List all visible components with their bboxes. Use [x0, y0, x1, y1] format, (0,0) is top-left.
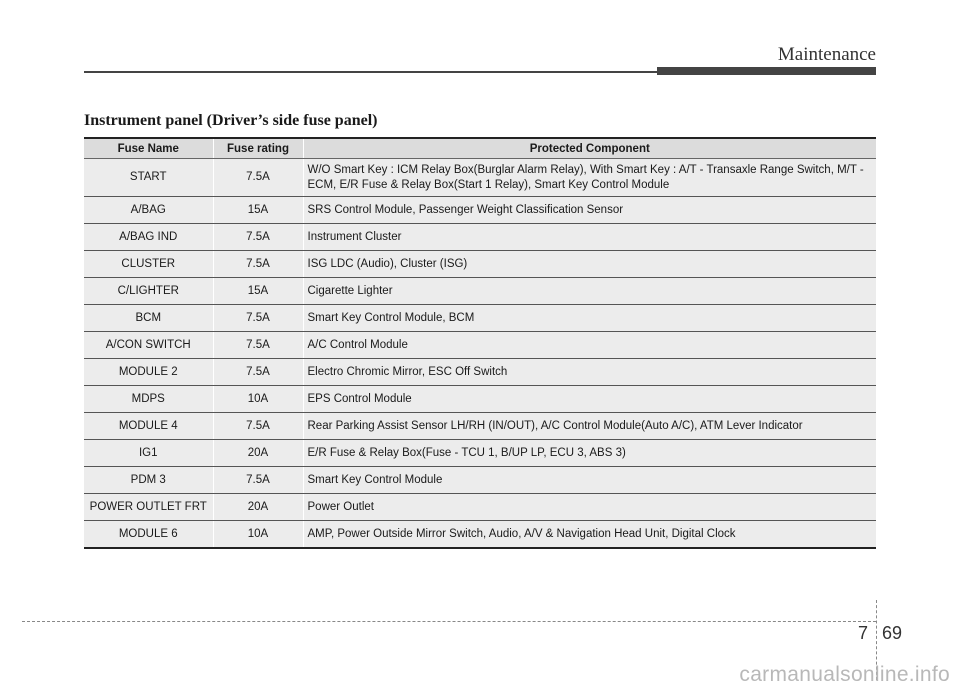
cell-protected-component: Rear Parking Assist Sensor LH/RH (IN/OUT), A/C Control Module(Auto A/C), ATM Lever Indicator	[303, 413, 876, 440]
cell-fuse-rating: 7.5A	[213, 359, 303, 386]
cell-protected-component: A/C Control Module	[303, 332, 876, 359]
cell-protected-component: W/O Smart Key : ICM Relay Box(Burglar Alarm Relay), With Smart Key : A/T - Transaxle Range Switch, M/T - ECM, E/R Fuse & Relay Box(Start 1 Relay), Smart Key Control Module	[303, 159, 876, 197]
table-row	[84, 440, 876, 467]
cell-fuse-rating: 10A	[213, 386, 303, 413]
cell-fuse-rating: 7.5A	[213, 332, 303, 359]
cell-protected-component: E/R Fuse & Relay Box(Fuse - TCU 1, B/UP LP, ECU 3, ABS 3)	[303, 440, 876, 467]
section-title: Maintenance	[777, 44, 876, 65]
cell-fuse-name: MODULE 6	[84, 521, 213, 549]
cell-protected-component: Smart Key Control Module, BCM	[303, 305, 876, 332]
cell-fuse-rating: 7.5A	[213, 251, 303, 278]
table-row	[84, 386, 876, 413]
cell-fuse-name: START	[84, 159, 213, 197]
cell-fuse-name: A/BAG	[84, 197, 213, 224]
cell-protected-component: SRS Control Module, Passenger Weight Classification Sensor	[303, 197, 876, 224]
cell-fuse-name: C/LIGHTER	[84, 278, 213, 305]
header-bar	[657, 67, 876, 75]
column-header-fuse-name: Fuse Name	[84, 138, 213, 159]
cell-fuse-rating: 7.5A	[213, 224, 303, 251]
table-row	[84, 197, 876, 224]
cell-protected-component: Power Outlet	[303, 494, 876, 521]
table-row	[84, 521, 876, 549]
table-row	[84, 278, 876, 305]
cell-fuse-rating: 15A	[213, 197, 303, 224]
fuse-table	[84, 137, 876, 549]
cell-fuse-rating: 7.5A	[213, 305, 303, 332]
table-row	[84, 224, 876, 251]
table-header-row	[84, 138, 876, 159]
cell-fuse-name: BCM	[84, 305, 213, 332]
cell-fuse-rating: 7.5A	[213, 413, 303, 440]
cell-fuse-rating: 10A	[213, 521, 303, 549]
table-row	[84, 332, 876, 359]
header-rule	[84, 71, 657, 73]
cell-fuse-name: PDM 3	[84, 467, 213, 494]
cell-fuse-name: MODULE 2	[84, 359, 213, 386]
table-row	[84, 494, 876, 521]
table-row	[84, 467, 876, 494]
cell-fuse-name: IG1	[84, 440, 213, 467]
cell-fuse-name: POWER OUTLET FRT	[84, 494, 213, 521]
cell-fuse-name: MODULE 4	[84, 413, 213, 440]
cell-protected-component: AMP, Power Outside Mirror Switch, Audio, A/V & Navigation Head Unit, Digital Clock	[303, 521, 876, 549]
table-title: Instrument panel (Driver’s side fuse panel)	[84, 112, 378, 129]
column-header-fuse-rating: Fuse rating	[213, 138, 303, 159]
table-row	[84, 251, 876, 278]
table-row	[84, 305, 876, 332]
cell-fuse-name: A/CON SWITCH	[84, 332, 213, 359]
table-row	[84, 413, 876, 440]
cell-fuse-rating: 7.5A	[213, 467, 303, 494]
table-row	[84, 359, 876, 386]
cell-fuse-rating: 20A	[213, 440, 303, 467]
table-body	[84, 159, 876, 549]
footer-rule	[22, 621, 876, 622]
cell-fuse-name: MDPS	[84, 386, 213, 413]
watermark: carmanualsonline.info	[739, 663, 950, 686]
column-header-protected-component: Protected Component	[303, 138, 876, 159]
table-row	[84, 159, 876, 197]
page-number: 69	[882, 623, 903, 643]
cell-protected-component: ISG LDC (Audio), Cluster (ISG)	[303, 251, 876, 278]
chapter-number: 7	[858, 623, 869, 643]
cell-protected-component: Cigarette Lighter	[303, 278, 876, 305]
cell-protected-component: Electro Chromic Mirror, ESC Off Switch	[303, 359, 876, 386]
cell-protected-component: Smart Key Control Module	[303, 467, 876, 494]
cell-fuse-name: A/BAG IND	[84, 224, 213, 251]
cell-fuse-rating: 7.5A	[213, 159, 303, 197]
cell-protected-component: Instrument Cluster	[303, 224, 876, 251]
cell-fuse-rating: 15A	[213, 278, 303, 305]
cell-fuse-rating: 20A	[213, 494, 303, 521]
cell-protected-component: EPS Control Module	[303, 386, 876, 413]
cell-fuse-name: CLUSTER	[84, 251, 213, 278]
